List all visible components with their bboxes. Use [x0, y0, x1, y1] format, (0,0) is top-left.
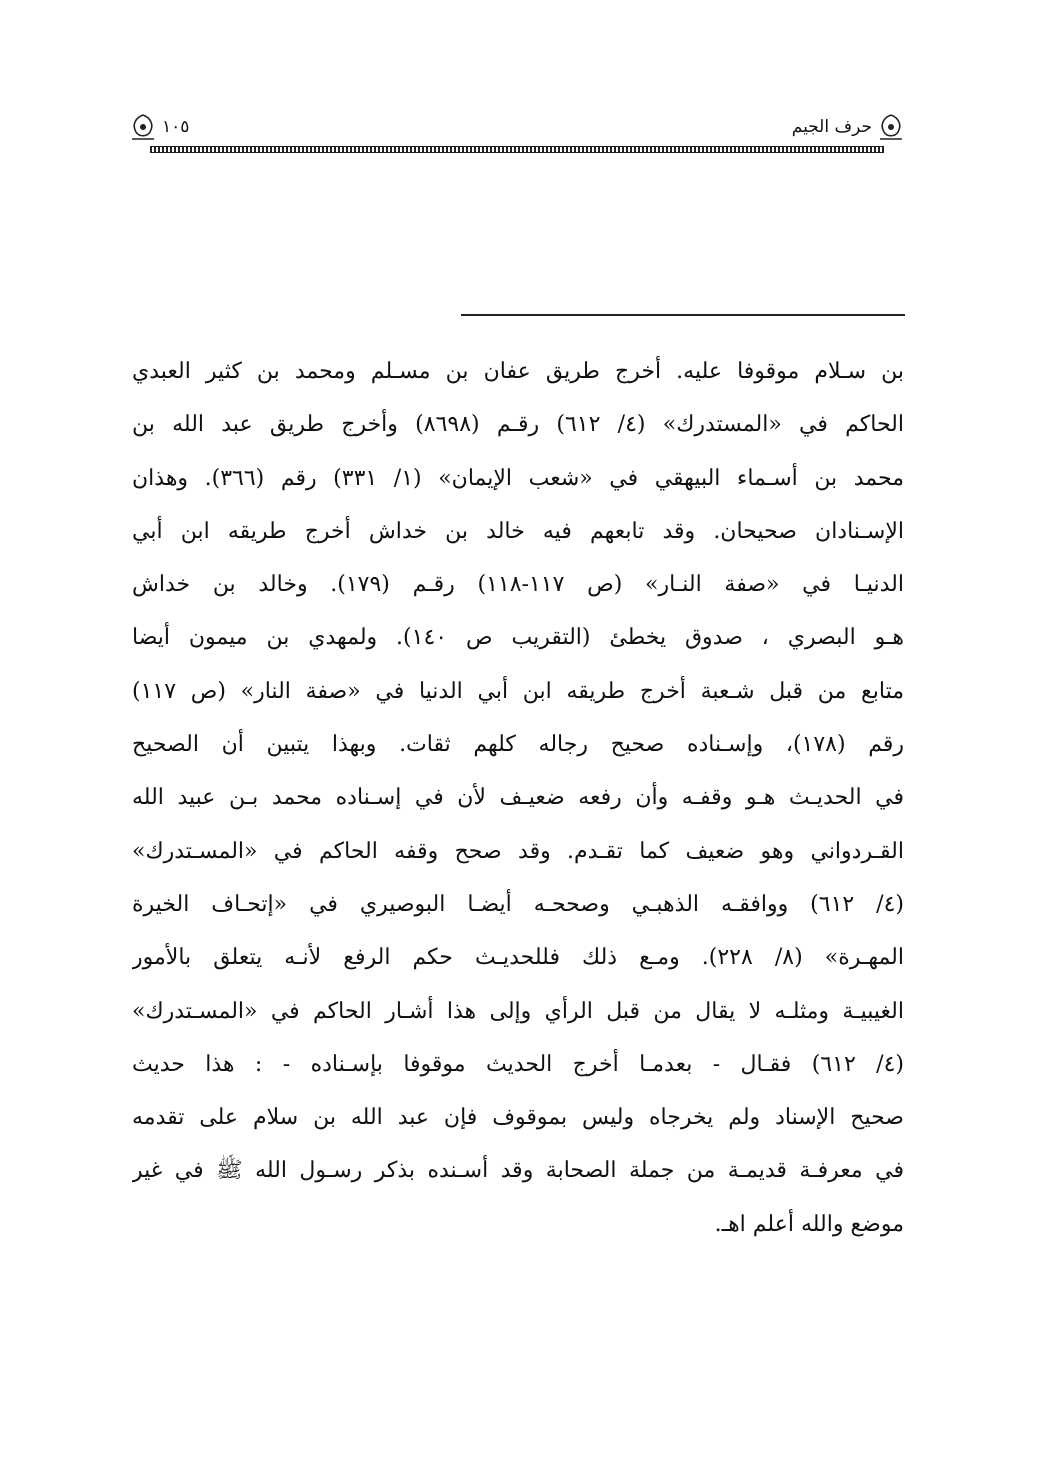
footnote-separator	[461, 314, 905, 316]
footnote-line: المهـرة» (٨/ ٢٢٨). ومـع ذلك فللحديـث حكم الرفع لأنـه يتعلق بالأمور	[132, 945, 904, 971]
ornament-flourish-icon	[876, 112, 906, 142]
page-number: ١٠٥	[162, 117, 190, 137]
footnote-line: الدنيـا في «صفة النـار» (ص ١١٧-١١٨) رقـم (١٧٩). وخالد بن خداش	[132, 572, 904, 598]
footnote-body	[132, 345, 904, 1305]
footnote-line: رقم (١٧٨)، وإسـناده صحيح رجاله كلهم ثقات. وبهذا يتبين أن الصحيح	[132, 732, 904, 758]
ornament-flourish-icon	[128, 112, 158, 142]
running-header	[128, 104, 906, 160]
footnote-line: القـردواني وهو ضعيف كما تقـدم. وقد صحح وقفه الحاكم في «المسـتدرك»	[132, 838, 904, 864]
footnote-line: الإسـنادان صحيحان. وقد تابعهم فيه خالد بن خداش أخرج طريقه ابن أبي	[132, 518, 904, 544]
footnote-line: في معرفـة قديمـة من جملة الصحابة وقد أسـنده بذكر رسـول الله ﷺ في غير	[132, 1158, 904, 1184]
header-title: حرف الجيم	[791, 117, 872, 137]
footnote-line: صحيح الإسناد ولم يخرجاه وليس بموقوف فإن عبد الله بن سلام على تقدمه	[132, 1105, 904, 1131]
footnote-line: (٤/ ٦١٢) ووافقـه الذهبـي وصححـه أيضـا البوصيري في «إتحـاف الخيرة	[132, 891, 904, 917]
footnote-line: في الحديـث هـو وقفـه وأن رفعه ضعيـف لأن في إسـناده محمد بـن عبيد الله	[132, 785, 904, 811]
footnote-line: بن سـلام موقوفا عليه. أخرج طريق عفان بن مسـلم ومحمد بن كثير العبدي	[132, 359, 904, 384]
footnote-line: متابع من قبل شـعبة أخرج طريقه ابن أبي الدنيا في «صفة النار» (ص ١١٧)	[132, 678, 904, 704]
footnote-line: (٤/ ٦١٢) فقـال - بعدمـا أخرج الحديث موقوفا بإسـناده - : هذا حديث	[132, 1051, 904, 1077]
footnote-line: الحاكم في «المستدرك» (٤/ ٦١٢) رقـم (٨٦٩٨) وأخرج طريق عبد الله بن	[132, 412, 904, 438]
footnote-line: الغيبيـة ومثلـه لا يقال من قبل الرأي وإلى هذا أشـار الحاكم في «المسـتدرك»	[132, 998, 904, 1024]
footnote-line: هـو البصري ، صدوق يخطئ (التقريب ص ١٤٠). ولمهدي بن ميمون أيضا	[132, 625, 904, 651]
footnote-line: موضع والله أعلم اهـ.	[714, 1211, 904, 1237]
footnote-line: محمد بن أسـماء البيهقي في «شعب الإيمان» (١/ ٣٣١) رقم (٣٦٦). وهذان	[132, 465, 904, 491]
header-rule	[150, 146, 884, 153]
